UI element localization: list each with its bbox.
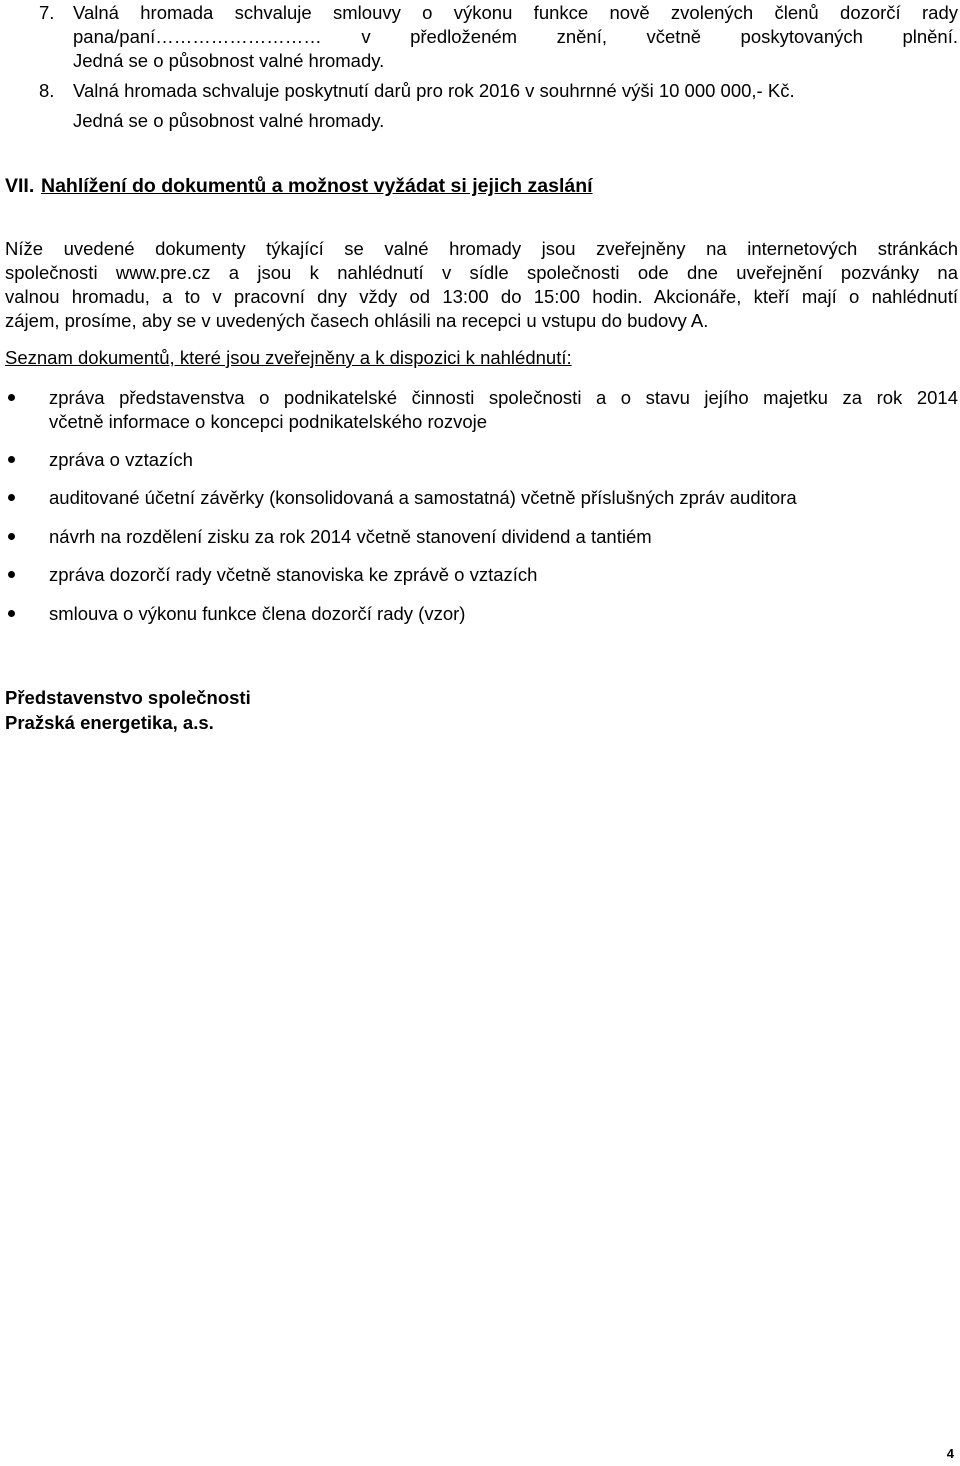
paragraph-line-2: společnosti www.pre.cz a jsou k nahlédnutí v sídle společnosti ode dne uveřejnění pozvánky na [5, 262, 958, 283]
bullet-icon [8, 610, 15, 617]
bullet-icon [8, 533, 15, 540]
paragraph-line-4: zájem, prosíme, aby se v uvedených časech ohlásili na recepci u vstupu do budovy A. [5, 310, 709, 331]
item-8-line-1: Valná hromada schvaluje poskytnutí darů pro rok 2016 v souhrnné výši 10 000 000,- Kč. [73, 80, 795, 101]
document-item-4: návrh na rozdělení zisku za rok 2014 včetně stanovení dividend a tantiém [49, 526, 652, 547]
document-item-2: zpráva o vztazích [49, 449, 193, 470]
item-8-number: 8. [39, 80, 55, 101]
bullet-icon [8, 456, 15, 463]
paragraph-line-3: valnou hromadu, a to v pracovní dny vždy od 13:00 do 15:00 hodin. Akcionáře, kteří mají o nahlédnutí [5, 286, 958, 307]
paragraph-line-1: Níže uvedené dokumenty týkající se valné hromady jsou zveřejněny na internetových stránkách [5, 238, 958, 259]
signature-line-1: Představenstvo společnosti [5, 687, 251, 708]
document-item-6: smlouva o výkonu funkce člena dozorčí rady (vzor) [49, 603, 466, 624]
bullet-icon [8, 394, 15, 401]
section-number: VII. [5, 175, 35, 197]
document-item-3: auditované účetní závěrky (konsolidovaná a samostatná) včetně příslušných zpráv auditora [49, 487, 797, 508]
document-item-1-line-2: včetně informace o koncepci podnikatelského rozvoje [49, 411, 488, 432]
item-7-line-3: Jedná se o působnost valné hromady. [73, 50, 385, 71]
document-item-5: zpráva dozorčí rady včetně stanoviska ke zprávě o vztazích [49, 564, 538, 585]
bullet-icon [8, 494, 15, 501]
item-8-line-2: Jedná se o působnost valné hromady. [73, 110, 385, 131]
item-7-line-2: pana/paní……………………… v předloženém znění, včetně poskytovaných plnění. [73, 26, 958, 47]
page-number: 4 [946, 1446, 954, 1461]
bullet-icon [8, 571, 15, 578]
signature-line-2: Pražská energetika, a.s. [5, 712, 214, 733]
section-title: Nahlížení do dokumentů a možnost vyžádat si jejich zaslání [41, 175, 593, 197]
document-item-1-line-1: zpráva představenstva o podnikatelské činnosti společnosti a o stavu jejího majetku za rok 2014 [49, 387, 958, 408]
list-heading: Seznam dokumentů, které jsou zveřejněny a k dispozici k nahlédnutí: [5, 347, 572, 368]
item-7-number: 7. [39, 2, 55, 23]
item-7-line-1: Valná hromada schvaluje smlouvy o výkonu funkce nově zvolených členů dozorčí rady [73, 2, 958, 23]
